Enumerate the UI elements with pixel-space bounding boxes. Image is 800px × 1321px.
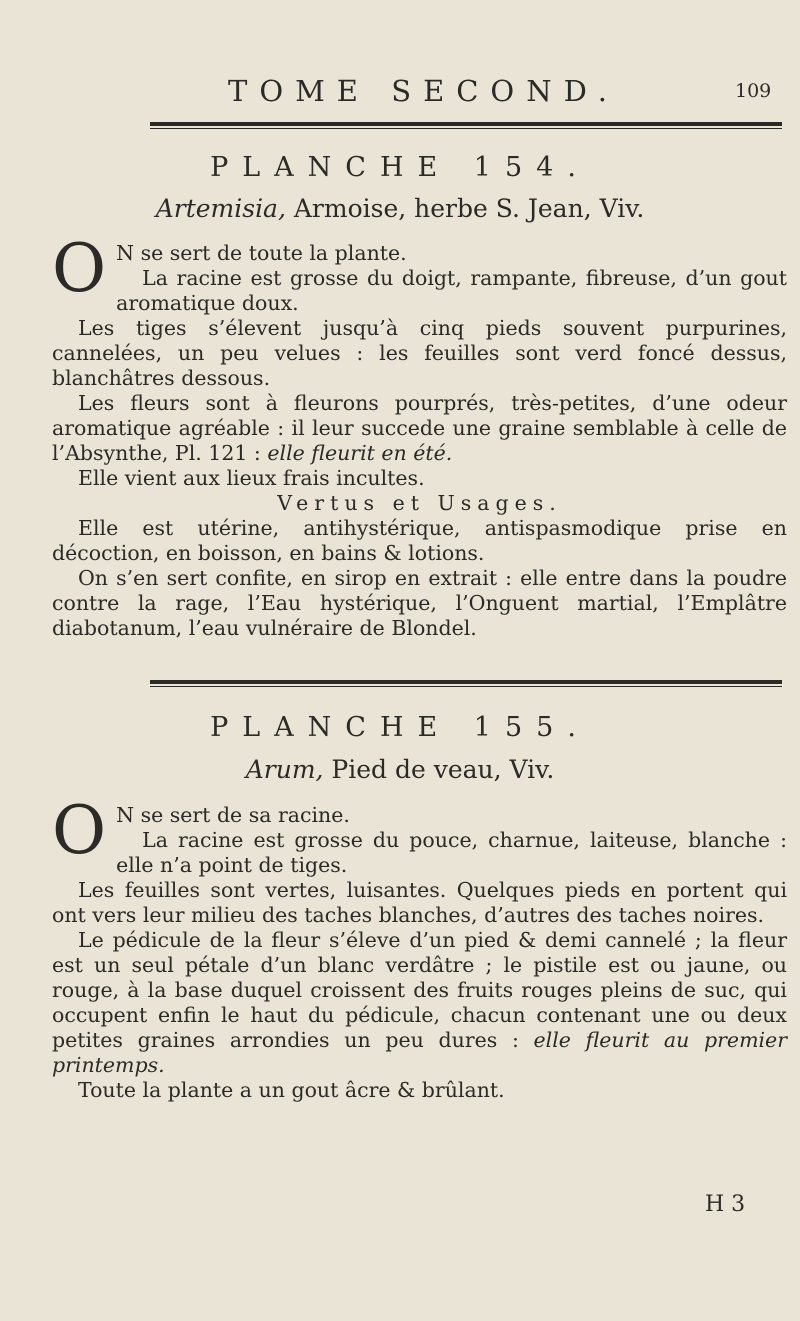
plate-154-opening: O N se sert de toute la plante. <box>52 230 407 307</box>
plate-155-heading: PLANCHE 155. <box>210 712 590 743</box>
plate-155-latin-name: Arum, <box>245 755 324 784</box>
ornamental-rule-middle <box>150 680 782 684</box>
paragraph: La racine est grosse du pouce, charnue, laiteuse, blanche : elle n’a point de tiges. <box>116 828 787 877</box>
plate-155-text <box>52 792 787 1103</box>
paragraph: Le pédicule de la fleur s’éleve d’un pied & demi cannelé ; la fleur est un seul pétale d’un blanc verdâtre ; le pistile est ou jaune, ou rouge, à la base duquel croissent des fruits rouges pleins de suc, qui occupent enfin le haut du pédicule, chacun contenant une ou deux petites graines arrondies un peu dures : elle fleurit au premier printemps. <box>52 928 787 1077</box>
running-title: TOME SECOND. <box>228 74 620 108</box>
paragraph: Les fleurs sont à fleurons pourprés, très-petites, d’une odeur aromatique agréable : il leur succede une graine semblable à celle de l’Absynthe, Pl. 121 : elle fleurit en été. <box>52 391 787 465</box>
signature-mark: H 3 <box>705 1192 746 1217</box>
plate-154-latin-name: Artemisia, <box>155 194 286 223</box>
section-title: Vertus et Usages. <box>277 491 562 515</box>
plate-154-text <box>52 230 787 641</box>
plate-155-common-names: Pied de veau, Viv. <box>323 755 555 784</box>
paragraph: Toute la plante a un gout âcre & brûlant. <box>78 1078 505 1102</box>
plate-155-opening: O N se sert de sa racine. <box>52 792 350 869</box>
drop-cap: O <box>52 230 107 307</box>
plate-154-common-names: Armoise, herbe S. Jean, Viv. <box>285 194 645 223</box>
plate-154-heading: PLANCHE 154. <box>210 152 590 183</box>
paragraph: Elle est utérine, antihystérique, antispasmodique prise en décoction, en boisson, en bains & lotions. <box>52 516 787 565</box>
drop-cap: O <box>52 792 107 869</box>
ornamental-rule-top <box>150 122 782 126</box>
paragraph: Les feuilles sont vertes, luisantes. Quelques pieds en portent qui ont vers leur milieu des taches blanches, d’autres des taches noires. <box>52 878 787 927</box>
paragraph: La racine est grosse du doigt, rampante, fibreuse, d’un gout aromatique doux. <box>116 266 787 315</box>
plate-155-subheading <box>0 755 800 784</box>
running-head <box>0 70 800 110</box>
paragraph: Elle vient aux lieux frais incultes. <box>78 466 425 490</box>
page-number: 109 <box>735 80 772 102</box>
paragraph: On s’en sert confite, en sirop en extrait : elle entre dans la poudre contre la rage, l’Eau hystérique, l’Onguent martial, l’Emplâtre diabotanum, l’eau vulnéraire de Blondel. <box>52 566 787 640</box>
paragraph: Les tiges s’élevent jusqu’à cinq pieds souvent purpurines, cannelées, un peu velues : les feuilles sont verd foncé dessus, blanchâtres dessous. <box>52 316 787 390</box>
plate-154-subheading <box>0 194 800 223</box>
